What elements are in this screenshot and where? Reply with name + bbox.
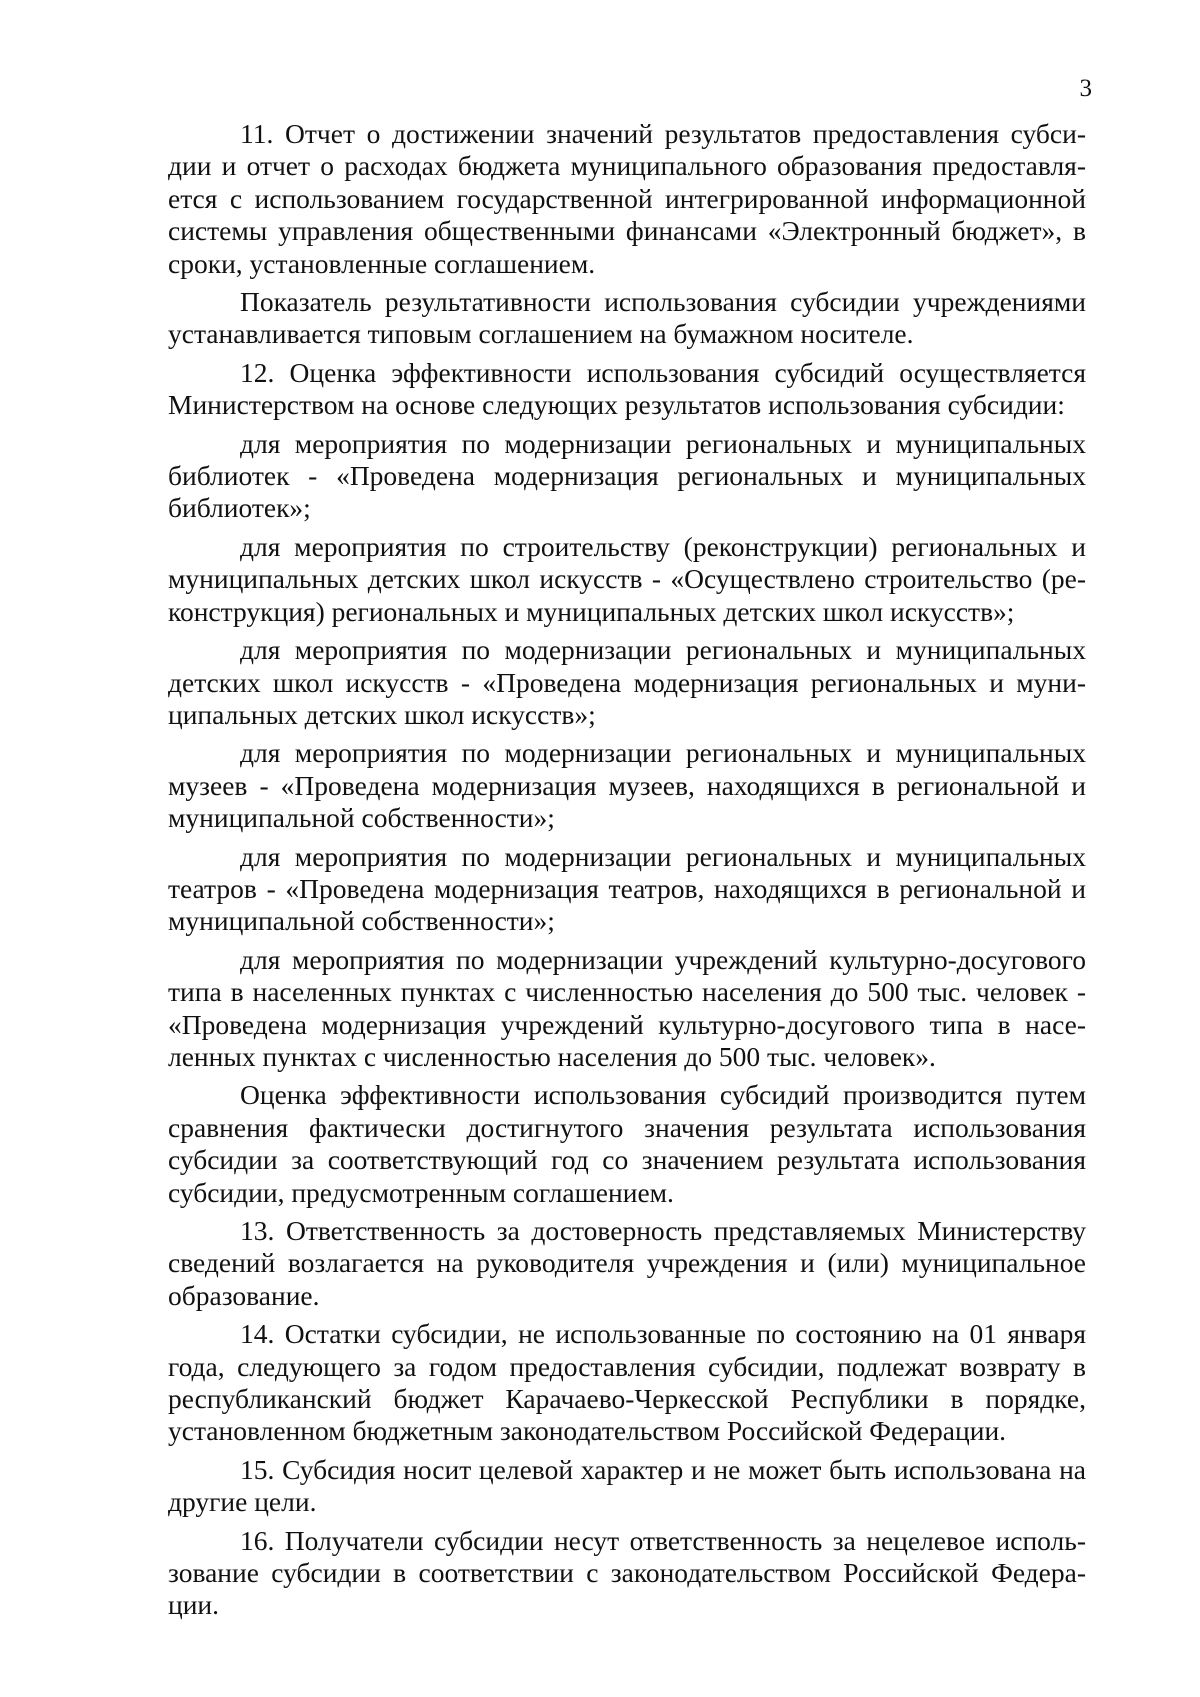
document-body	[168, 118, 1086, 1628]
paragraph-art-schools-modernization: для мероприятия по модернизации региональных и муниципальных детских школ искусств - «Проведена модернизация региональных и муниципальных детских школ искусств»;	[168, 634, 1086, 730]
paragraph-libraries: для мероприятия по модернизации региональных и муниципальных библиотек - «Проведена модернизация региональных и муниципальных библиотек»;	[168, 427, 1086, 524]
paragraph-cultural-leisure: для мероприятия по модернизации учреждений культурно-досугового типа в населенных пунктах с численностью населения до 500 тыс. человек - «Проведена модернизация учреждений культурно-досугового типа в населенных пунктах с численностью населения до 500 тыс. человек».	[168, 943, 1086, 1072]
paragraph-15-purpose: 15. Субсидия носит целевой характер и не может быть использована на другие цели.	[168, 1453, 1086, 1518]
paragraph-performance-indicator: Показатель результативности использования субсидии учреждениями устанавливается типовым соглашением на бумажном носителе.	[168, 286, 1086, 350]
paragraph-art-schools-construction: для мероприятия по строительству (реконструкции) региональных и муниципальных детских школ искусств - «Осуществлено строительство (реконструкция) региональных и муниципальных детских школ искусств»;	[168, 530, 1086, 627]
page-number: 3	[1079, 75, 1092, 102]
paragraph-14-balances: 14. Остатки субсидии, не использованные по состоянию на 01 января года, следующего за годом предоставления субсидии, подлежат возврату в республиканский бюджет Карачаево-Черкесской Республики в порядке, установленном бюджетным законодательством Российской Федерации.	[168, 1318, 1086, 1447]
paragraph-11-report: 11. Отчет о достижении значений результатов предоставления субсидии и отчет о расходах бюджета муниципального образования предоставляется с использованием государственной интегрированной информационной системы управления общественными финансами «Электронный бюджет», в сроки, установленные соглашением.	[168, 118, 1086, 279]
paragraph-16-liability: 16. Получатели субсидии несут ответственность за нецелевое использование субсидии в соответствии с законодательством Российской Федерации.	[168, 1524, 1086, 1621]
paragraph-13-responsibility: 13. Ответственность за достоверность представляемых Министерству сведений возлагается на руководителя учреждения и (или) муниципальное образование.	[168, 1215, 1086, 1311]
paragraph-assessment-method: Оценка эффективности использования субсидий производится путем сравнения фактически достигнутого значения результата использования субсидии за соответствующий год со значением результата использования субсидии, предусмотренным соглашением.	[168, 1079, 1086, 1208]
paragraph-theatres: для мероприятия по модернизации региональных и муниципальных театров - «Проведена модернизация театров, находящихся в региональной и муниципальной собственности»;	[168, 840, 1086, 937]
paragraph-12-efficiency-assessment: 12. Оценка эффективности использования субсидий осуществляется Министерством на основе следующих результатов использования субсидии:	[168, 356, 1086, 421]
paragraph-museums: для мероприятия по модернизации региональных и муниципальных музеев - «Проведена модернизация музеев, находящихся в региональной и муниципальной собственности»;	[168, 737, 1086, 834]
